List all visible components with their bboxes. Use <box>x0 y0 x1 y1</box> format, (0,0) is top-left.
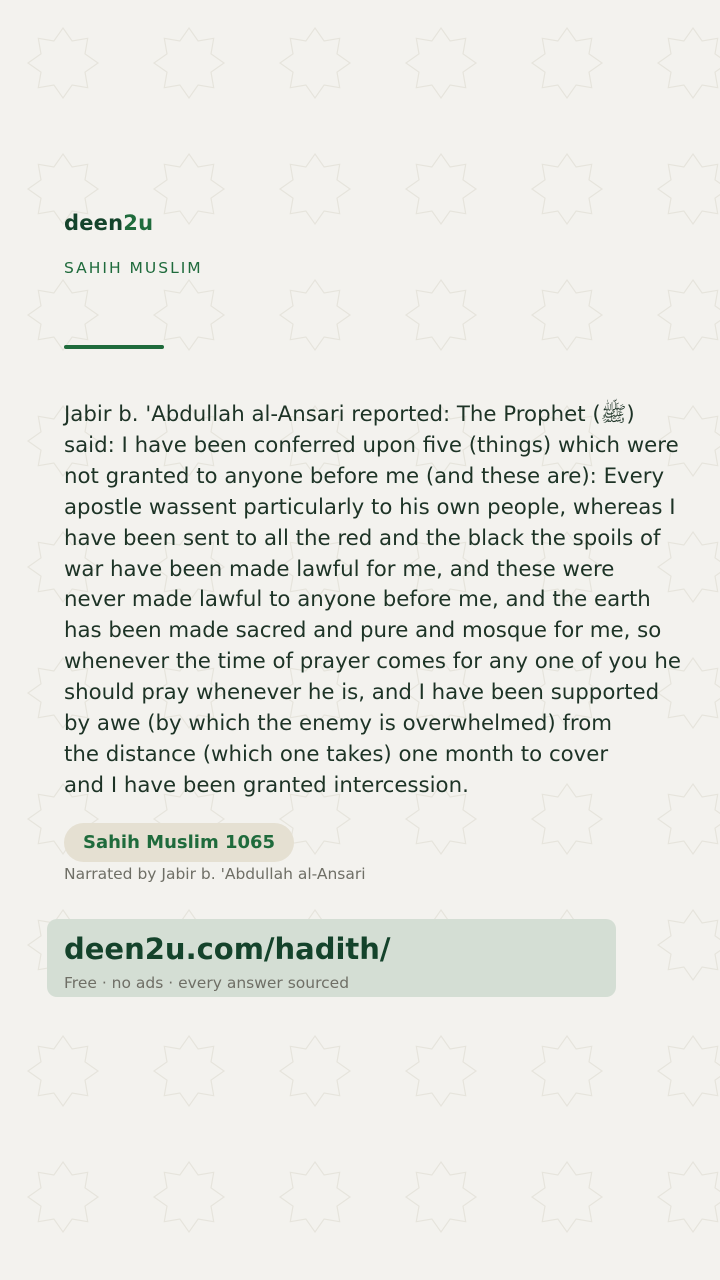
hadith-text <box>64 400 681 802</box>
hadith-line: apostle wassent particularly to his own people, whereas I <box>64 494 676 520</box>
brand-logo <box>64 211 153 235</box>
hadith-line: Jabir b. 'Abdullah al-Ansari reported: The Prophet (ﷺ) <box>64 402 635 427</box>
website-cta-card[interactable] <box>47 919 616 997</box>
hadith-line: by awe (by which the enemy is overwhelmed) from <box>64 711 612 737</box>
hadith-line: said: I have been conferred upon five (things) which were <box>64 432 679 458</box>
hadith-line: not granted to anyone before me (and these are): Every <box>64 463 665 489</box>
narrator-caption: Narrated by Jabir b. 'Abdullah al-Ansari <box>64 865 366 883</box>
website-url-link[interactable]: deen2u.com/hadith/ <box>64 932 391 966</box>
hadith-line: the distance (which one takes) one month to cover <box>64 741 609 767</box>
hadith-line: war have been made lawful for me, and these were <box>64 556 615 582</box>
hadith-line: have been sent to all the red and the black the spoils of <box>64 525 661 551</box>
hadith-reference-badge: Sahih Muslim 1065 <box>64 823 294 862</box>
collection-label: SAHIH MUSLIM <box>64 259 203 277</box>
hadith-line: has been made sacred and pure and mosque for me, so <box>64 618 662 644</box>
brand-name-prefix: deen <box>64 211 124 235</box>
hadith-line: whenever the time of prayer comes for any one of you he <box>64 649 681 675</box>
cta-tagline: Free · no ads · every answer sourced <box>64 974 350 992</box>
brand-name-accent: 2u <box>123 211 154 235</box>
section-divider <box>64 345 164 349</box>
hadith-line: never made lawful to anyone before me, and the earth <box>64 587 651 613</box>
hadith-line: and I have been granted intercession. <box>64 772 469 798</box>
hadith-line: should pray whenever he is, and I have been supported <box>64 680 660 706</box>
